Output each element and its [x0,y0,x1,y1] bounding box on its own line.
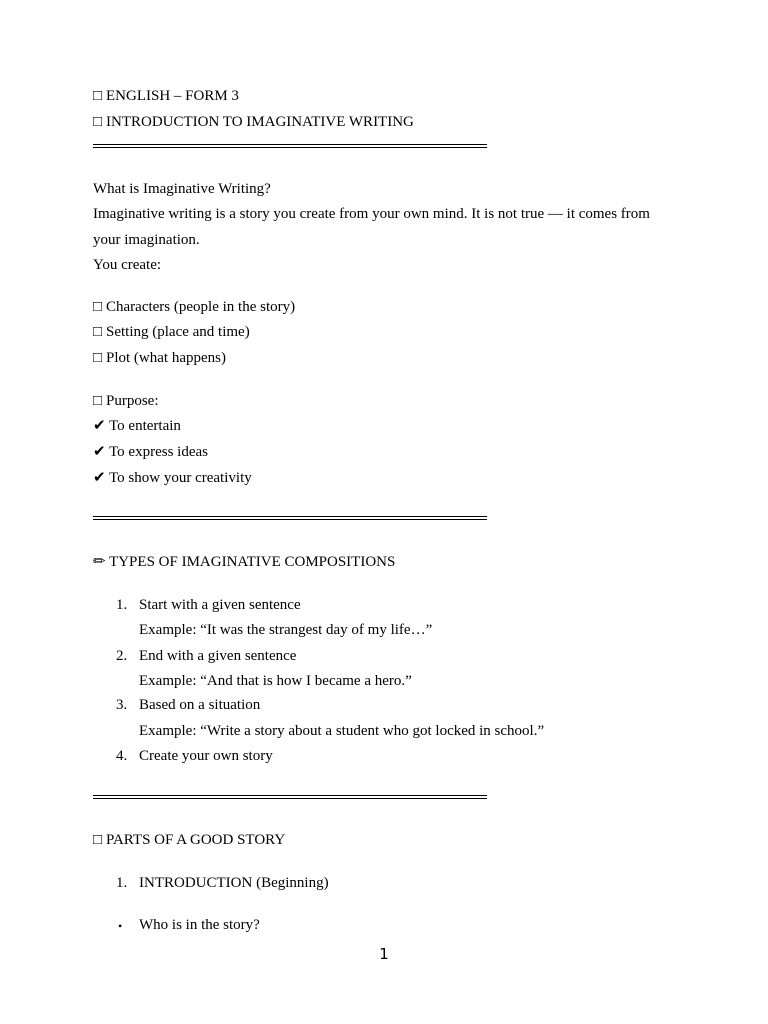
missing-glyph-icon: □ [93,350,103,366]
checkmark-icon: ✔ [93,444,106,460]
list-number: 1. [116,875,128,891]
story-element-item: □ Characters (people in the story) [93,299,296,315]
type-example: Example: “It was the strangest day of my life…” [139,622,433,638]
section-divider [93,516,487,520]
topic-heading: □ INTRODUCTION TO IMAGINATIVE WRITING [93,114,414,130]
list-number: 2. [116,648,128,664]
purpose-label: □ Purpose: [93,393,159,409]
purpose-item: ✔ To show your creativity [93,470,252,486]
intro-definition-line2: your imagination. [93,232,200,248]
missing-glyph-icon: □ [93,88,103,104]
list-number: 3. [116,697,128,713]
missing-glyph-icon: □ [93,832,103,848]
intro-you-create: You create: [93,257,162,273]
story-element-item: □ Setting (place and time) [93,324,250,340]
type-example: Example: “And that is how I became a hero.” [139,673,412,689]
part-bullet-item: Who is in the story? [139,917,260,933]
section-divider [93,144,487,148]
type-title: End with a given sentence [139,648,297,664]
type-title: Start with a given sentence [139,597,301,613]
pencil-icon: ✏ [93,554,106,570]
parts-heading: □ PARTS OF A GOOD STORY [93,832,286,848]
intro-question: What is Imaginative Writing? [93,181,271,197]
list-number: 4. [116,748,128,764]
type-title: Create your own story [139,748,273,764]
subject-heading: □ ENGLISH – FORM 3 [93,88,239,104]
bullet-icon: • [118,919,123,933]
story-element-item: □ Plot (what happens) [93,350,226,366]
section-divider [93,795,487,799]
intro-definition-line1: Imaginative writing is a story you create from your own mind. It is not true — it comes from [93,206,650,222]
list-number: 1. [116,597,128,613]
types-heading: ✏ TYPES OF IMAGINATIVE COMPOSITIONS [93,554,396,570]
purpose-item: ✔ To entertain [93,418,181,434]
page-number: 1 [379,945,389,963]
checkmark-icon: ✔ [93,418,106,434]
part-title: INTRODUCTION (Beginning) [139,875,329,891]
missing-glyph-icon: □ [93,114,103,130]
purpose-item: ✔ To express ideas [93,444,208,460]
type-title: Based on a situation [139,697,261,713]
type-example: Example: “Write a story about a student who got locked in school.” [139,723,545,739]
missing-glyph-icon: □ [93,299,103,315]
checkmark-icon: ✔ [93,470,106,486]
missing-glyph-icon: □ [93,393,103,409]
missing-glyph-icon: □ [93,324,103,340]
